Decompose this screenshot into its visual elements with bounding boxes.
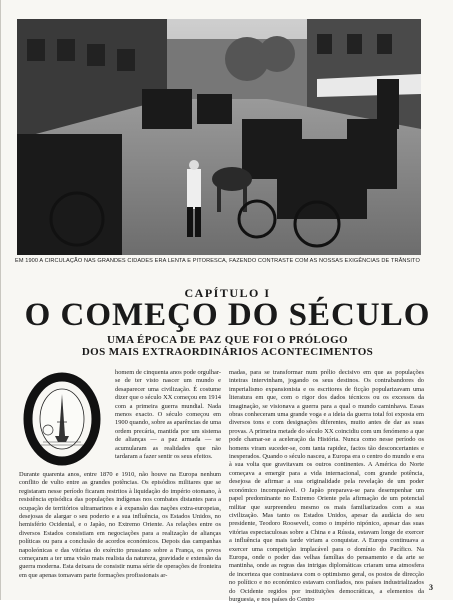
- dropcap-eiffel-tower-illustration: [19, 372, 105, 466]
- chapter-label: CAPÍTULO I: [184, 286, 271, 300]
- body-text-column-1b: Durante quarenta anos, entre 1870 e 1910, não houve na Europa nenhum conflito de vulto entre as grandes potências. Os episódios militares que se registaram nesse período ficaram restritos à liquidação do império otomano, à resistência episódica das populações indígenas nos combates distantes para a ocupação de territórios ultramarinos e à expansão das nações extra-europeias, desejosas de alargar o seu poderio e a sua influência, os Estados Unidos, no hemisfério Ocidental, e o Japão, no Extremo Oriente. As relações entre os diversos Estados consistiam em negociações para a realização de alianças políticas ou para a conclusão de acordos económicos. Depois das campanhas napoleónicas e das vitórias do exército prussiano sobre a França, os povos começaram a ter uma visão mais realista da natureza, gravidade e extensão da guerra moderna. Esta deixara de consistir numa série de operações de fronteira em que apenas tomavam parte formações profissionais ar-: [19, 471, 221, 579]
- subtitle-line-2: DOS MAIS EXTRAORDINÁRIOS ACONTECIMENTOS: [81, 346, 374, 358]
- subtitle-line-1: UMA ÉPOCA DE PAZ QUE FOI O PRÓLOGO: [106, 334, 349, 346]
- photo-caption: EM 1900 A CIRCULAÇÃO NAS GRANDES CIDADES ERA LENTA E PITORESCA, FAZENDO CONTRASTE COM AS NOSSAS EXIGÊNCIAS DE TRÂNSITO: [15, 258, 420, 264]
- chapter-subtitle: [1, 334, 454, 358]
- page-number: 3: [429, 583, 433, 592]
- decorative-dropcap-o: [19, 372, 105, 466]
- street-scene-image: [17, 19, 421, 255]
- chapter-title: O COMEÇO DO SÉCULO: [24, 297, 431, 333]
- body-text-column-2: madas, para se transformar num prélio decisivo em que as populações inteiras intervinham, jogando os seus destinos. Os contrabandores do imperialismo expansionista e os escritores de ficção popularizavam uma literatura em que, com o rigor dos dados técnicos ou os excessos da imaginação, se visionava a guerra para a qual o mundo caminhava. Essas obras conheceram uma grande voga e a ideia da guerra total foi exposta em diversos tons e com designações diferentes, muito antes de dar as suas provas. A primeira metade do século XX coincidiu com um fenómeno a que pode chamar-se a aceleração da História. Nunca como nesse período os homens viram suceder-se, com tanta rapidez, factos tão desconcertantes e inesperados. Quando o século nasceu, a Europa era o centro do mundo e era à sua volta que gravitavam os outros continentes. A América do Norte começava a emergir para a vida internacional, com grande potência, desejosa de afirmar a sua originalidade pela revelação de um poder económico incomparável. O Japão preparava-se para desempenhar um papel predominante no Extremo Oriente pela afirmação de um potencial militar que surpreendeu mesmo os mais familiarizados com a sua civilização. Mas tanto os Estados Unidos, apesar da audácia do seu presidente, Teodoro Roosevelt, como o império nipónico, apesar das suas vitórias espectaculosas sobre a China e a Rússia, estavam longe de exercer a influência que mais tarde viriam a conquistar. A Europa continuava a exercer uma competição implacável para o domínio do Pacífico. Na Europa, onde o poder das velhas famílias do pensamento e da arte se mantinha, onde as regras das intrigas diplomáticas criaram uma atmosfera de incerteza que contrastava com o optimismo geral, os postos de direcção no político e no económico estavam confiados, nos países industrializados do Ocidente regidos por instituições democráticas, a elementos da burguesia, e nos países do Centro: [229, 369, 424, 603]
- street-photograph: [17, 19, 421, 255]
- body-text-column-1a: homem de cinquenta anos pode orgulhar-se de ter visto nascer um mundo e desaparecer uma civilização. É costume dizer que o século XX começou em 1914 com a primeira guerra mundial. Nada menos exacto. O século começou em 1900 quando, sobre as aparências de uma ordem precária, mantida por um sistema de alianças — a paz armada — se acumularam as realidades que não tardaram a fazer sentir os seus efeitos.: [115, 369, 221, 461]
